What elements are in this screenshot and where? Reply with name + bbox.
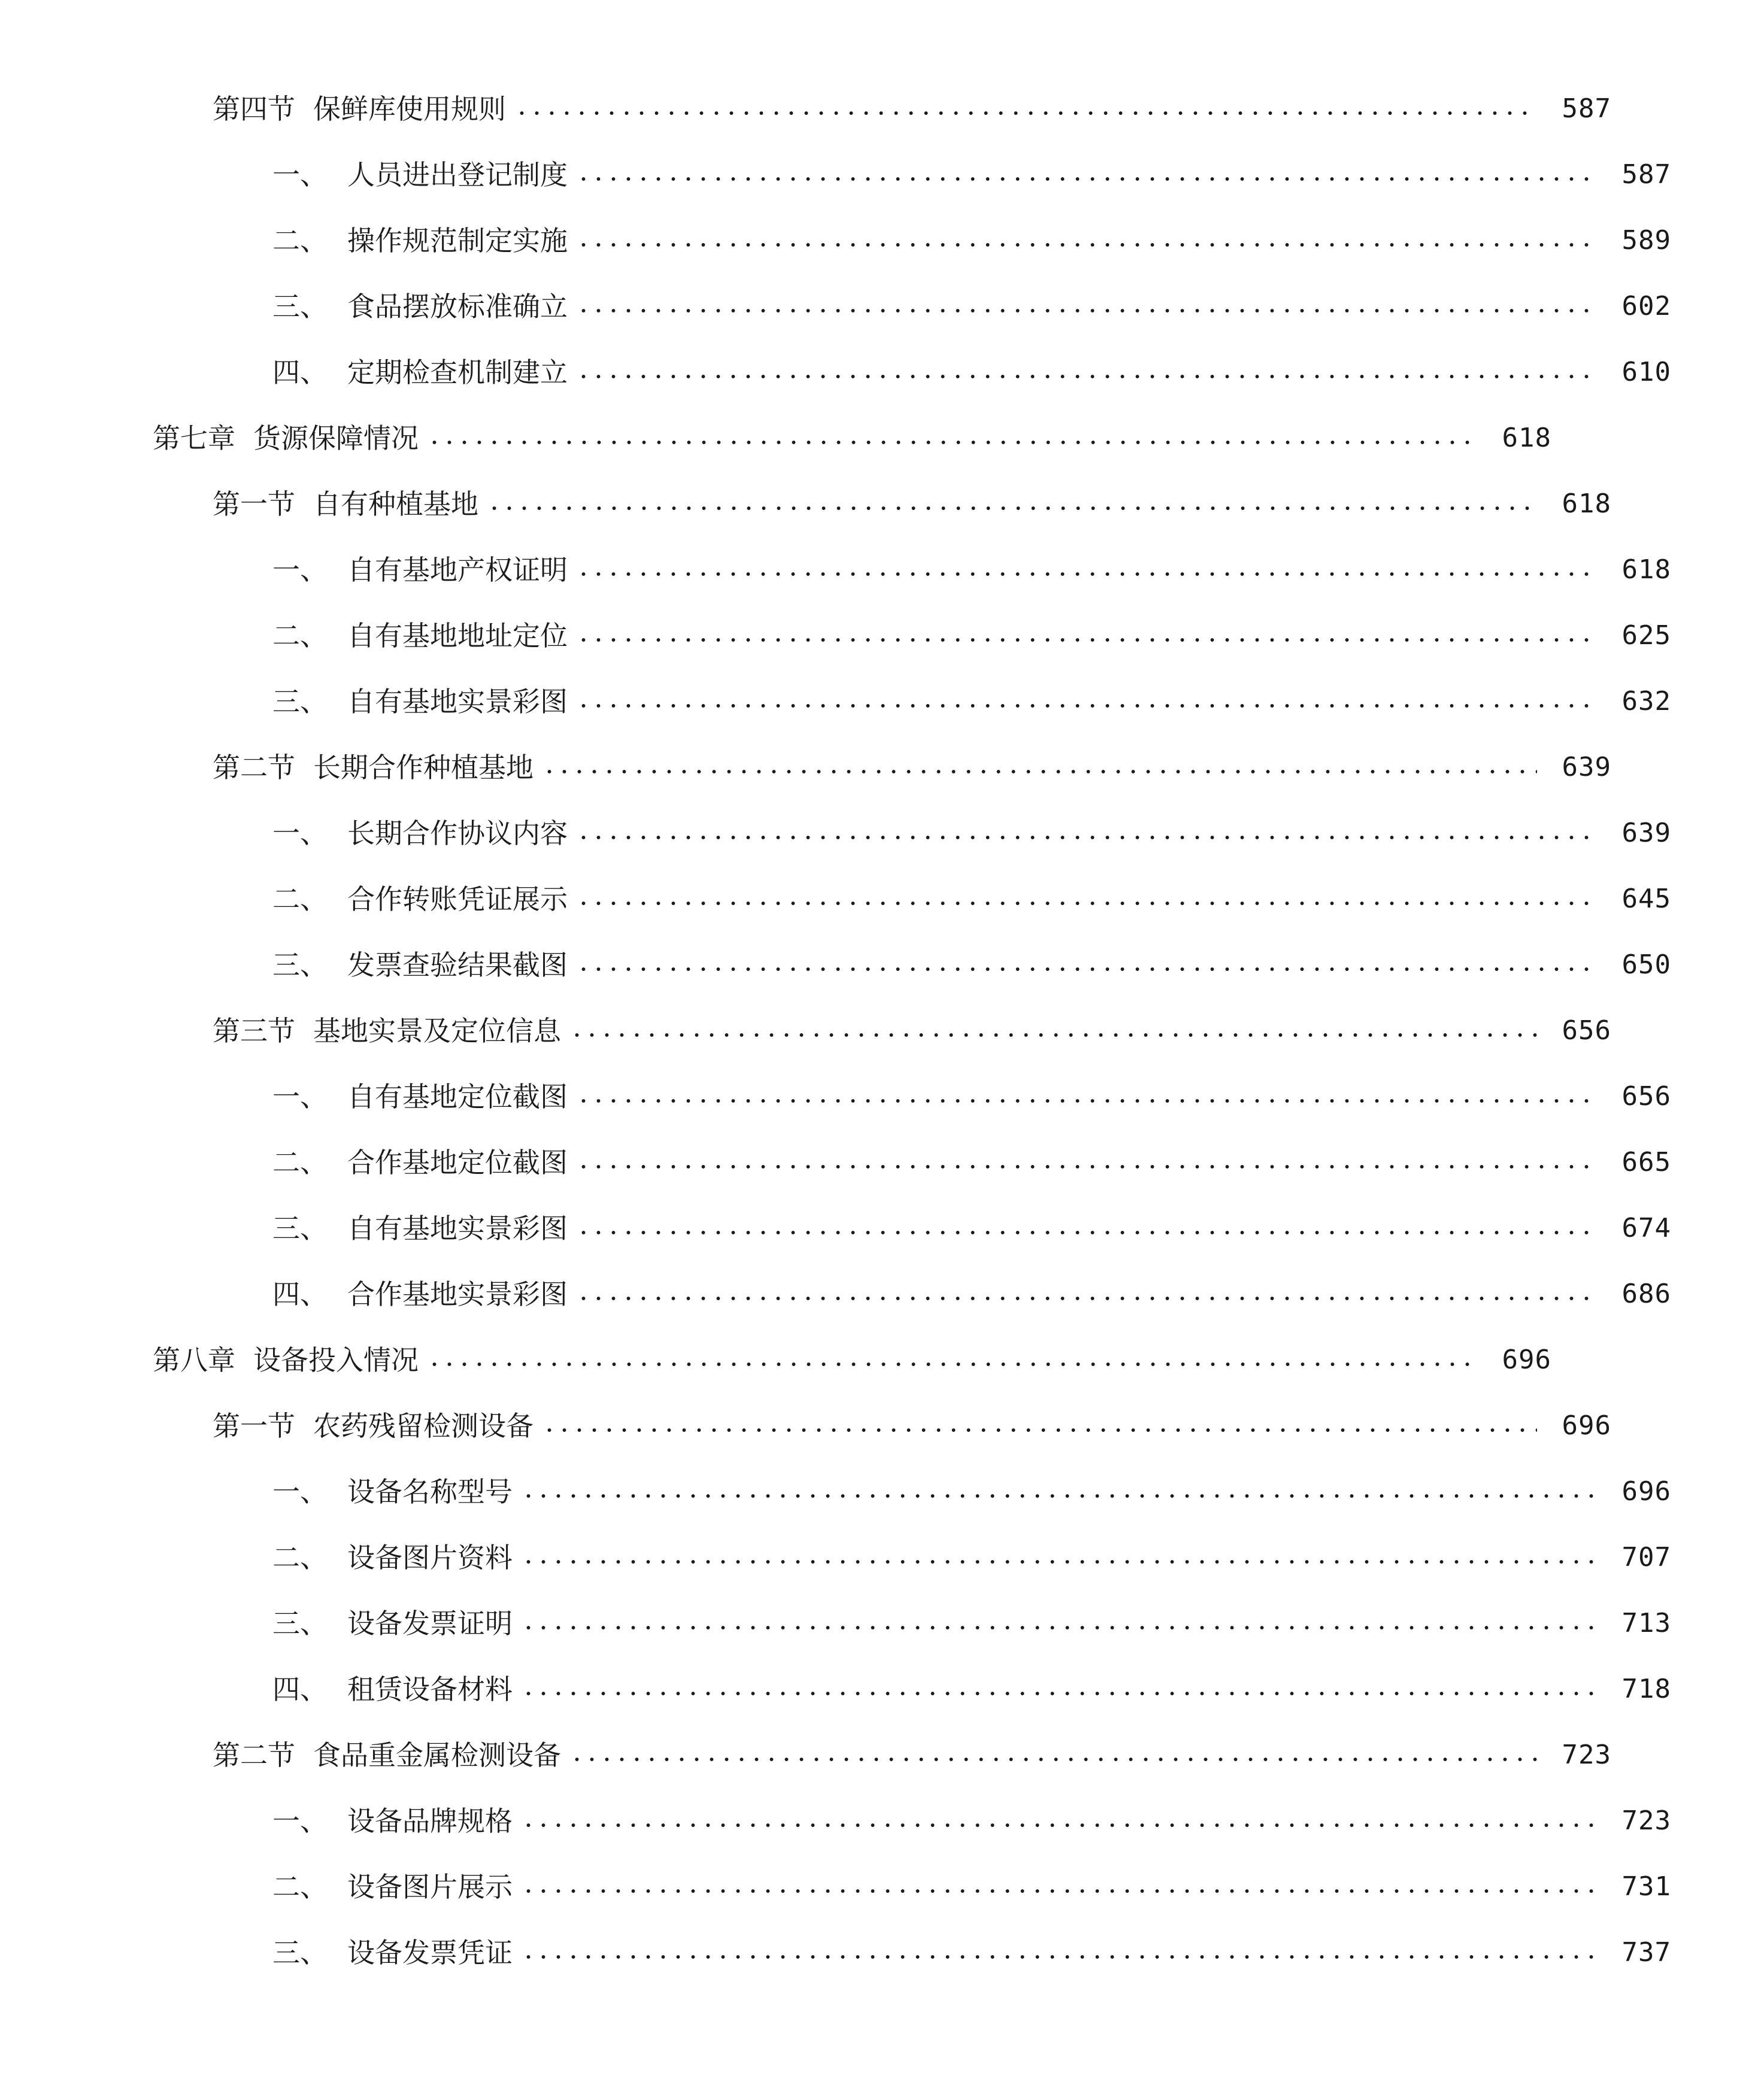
toc-entry-title: 自有基地实景彩图 — [347, 1212, 568, 1245]
toc-entry-number: 第一节 — [213, 1410, 295, 1442]
dot-leader — [569, 1756, 1537, 1762]
toc-entry-title: 合作基地定位截图 — [347, 1146, 568, 1179]
toc-entry-number: 第二节 — [213, 1739, 295, 1771]
dot-leader — [542, 1427, 1537, 1433]
toc-entry-page-number: 587 — [1621, 159, 1671, 190]
toc-entry-title: 人员进出登记制度 — [347, 159, 568, 191]
dot-leader — [521, 1954, 1597, 1960]
toc-entry-number: 四、 — [272, 1278, 328, 1310]
dot-leader — [521, 1691, 1597, 1697]
toc-entry-title: 设备发票凭证 — [347, 1937, 513, 1969]
toc-entry-title: 租赁设备材料 — [347, 1673, 513, 1706]
toc-entry[interactable] — [0, 744, 1698, 791]
toc-entry-title: 货源保障情况 — [253, 422, 419, 454]
toc-entry-page-number: 618 — [1621, 554, 1671, 585]
toc-entry-number: 三、 — [272, 290, 328, 323]
toc-entry[interactable] — [0, 1600, 1758, 1647]
toc-entry-title: 设备发票证明 — [347, 1607, 513, 1640]
toc-entry[interactable] — [0, 414, 1638, 462]
dot-leader — [521, 1625, 1597, 1631]
toc-entry[interactable] — [0, 217, 1758, 265]
toc-entry-title: 设备图片展示 — [347, 1871, 513, 1903]
toc-entry[interactable] — [0, 151, 1758, 199]
toc-entry-title: 设备投入情况 — [253, 1344, 419, 1376]
dot-leader — [569, 1032, 1537, 1038]
dot-leader — [576, 1230, 1597, 1236]
toc-entry-title: 合作转账凭证展示 — [347, 883, 568, 915]
toc-entry-number: 一、 — [272, 817, 328, 849]
toc-entry-number: 一、 — [272, 159, 328, 191]
dot-leader — [576, 1098, 1597, 1104]
dot-leader — [576, 176, 1597, 182]
toc-entry-title: 自有基地产权证明 — [347, 554, 568, 586]
toc-entry[interactable] — [0, 678, 1758, 726]
toc-entry-number: 第一节 — [213, 488, 295, 520]
toc-entry[interactable] — [0, 283, 1758, 330]
toc-entry-number: 二、 — [272, 883, 328, 915]
toc-entry[interactable] — [0, 85, 1698, 133]
toc-entry-page-number: 610 — [1621, 357, 1671, 387]
toc-entry[interactable] — [0, 1929, 1758, 1977]
toc-entry[interactable] — [0, 1336, 1638, 1384]
toc-entry-title: 食品摆放标准确立 — [347, 290, 568, 323]
toc-entry-number: 一、 — [272, 1476, 328, 1508]
toc-entry-title: 定期检查机制建立 — [347, 356, 568, 389]
toc-entry-number: 第三节 — [213, 1015, 295, 1047]
toc-entry-title: 发票查验结果截图 — [347, 949, 568, 981]
toc-entry-title: 自有种植基地 — [313, 488, 478, 520]
toc-entry-number: 第八章 — [153, 1344, 235, 1376]
toc-entry-title: 合作基地实景彩图 — [347, 1278, 568, 1310]
toc-entry-page-number: 632 — [1621, 686, 1671, 717]
toc-entry-title: 设备品牌规格 — [347, 1805, 513, 1837]
dot-leader — [576, 374, 1597, 380]
toc-entry-page-number: 731 — [1621, 1871, 1671, 1902]
toc-entry-title: 自有基地实景彩图 — [347, 685, 568, 718]
toc-entry-page-number: 718 — [1621, 1674, 1671, 1704]
toc-entry[interactable] — [0, 1731, 1698, 1779]
toc-entry-page-number: 656 — [1562, 1015, 1611, 1046]
toc-entry-page-number: 639 — [1562, 752, 1611, 782]
toc-entry-page-number: 645 — [1621, 884, 1671, 914]
toc-entry-page-number: 696 — [1621, 1476, 1671, 1507]
toc-entry-page-number: 723 — [1621, 1805, 1671, 1836]
dot-leader — [542, 769, 1537, 775]
dot-leader — [576, 703, 1597, 709]
toc-entry[interactable] — [0, 809, 1758, 857]
toc-entry[interactable] — [0, 941, 1758, 989]
toc-entry[interactable] — [0, 546, 1758, 594]
toc-entry-number: 三、 — [272, 1607, 328, 1640]
toc-entry-page-number: 602 — [1621, 291, 1671, 321]
toc-entry[interactable] — [0, 1139, 1758, 1186]
toc-entry-page-number: 696 — [1502, 1345, 1551, 1375]
dot-leader — [521, 1822, 1597, 1828]
toc-entry-number: 第二节 — [213, 751, 295, 784]
toc-entry-number: 三、 — [272, 685, 328, 718]
toc-entry[interactable] — [0, 1468, 1758, 1516]
toc-entry-page-number: 587 — [1562, 93, 1611, 124]
dot-leader — [576, 1295, 1597, 1301]
toc-entry-number: 二、 — [272, 620, 328, 652]
toc-entry-title: 保鲜库使用规则 — [313, 93, 506, 125]
toc-entry[interactable] — [0, 1534, 1758, 1582]
toc-entry-number: 第四节 — [213, 93, 295, 125]
toc-entry-title: 长期合作协议内容 — [347, 817, 568, 849]
toc-entry-number: 二、 — [272, 1541, 328, 1574]
toc-entry-number: 二、 — [272, 1871, 328, 1903]
toc-entry-title: 自有基地地址定位 — [347, 620, 568, 652]
toc-entry-number: 二、 — [272, 1146, 328, 1179]
toc-entry[interactable] — [0, 1073, 1758, 1121]
toc-entry[interactable] — [0, 1665, 1758, 1713]
toc-entry-page-number: 665 — [1621, 1147, 1671, 1178]
toc-entry-number: 三、 — [272, 949, 328, 981]
toc-entry-number: 一、 — [272, 554, 328, 586]
dot-leader — [576, 571, 1597, 577]
toc-entry-page-number: 713 — [1621, 1608, 1671, 1638]
dot-leader — [576, 900, 1597, 906]
toc-entry[interactable] — [0, 612, 1758, 660]
toc-entry-number: 第七章 — [153, 422, 235, 454]
dot-leader — [576, 834, 1597, 840]
toc-entry-title: 基地实景及定位信息 — [313, 1015, 561, 1047]
toc-entry-title: 长期合作种植基地 — [313, 751, 534, 784]
toc-entry-title: 农药残留检测设备 — [313, 1410, 534, 1442]
toc-entry-page-number: 737 — [1621, 1937, 1671, 1968]
dot-leader — [576, 966, 1597, 972]
toc-entry-page-number: 696 — [1562, 1410, 1611, 1441]
toc-entry[interactable] — [0, 875, 1758, 923]
toc-entry-page-number: 589 — [1621, 225, 1671, 256]
toc-entry[interactable] — [0, 480, 1698, 528]
toc-entry-title: 设备图片资料 — [347, 1541, 513, 1574]
toc-entry-title: 食品重金属检测设备 — [313, 1739, 561, 1771]
dot-leader — [427, 1361, 1477, 1367]
toc-entry-page-number: 625 — [1621, 620, 1671, 651]
toc-entry[interactable] — [0, 1270, 1758, 1318]
toc-entry-page-number: 723 — [1562, 1740, 1611, 1770]
toc-entry-title: 设备名称型号 — [347, 1476, 513, 1508]
toc-entry-number: 二、 — [272, 224, 328, 257]
toc-entry[interactable] — [0, 1797, 1758, 1845]
toc-entry-page-number: 656 — [1621, 1081, 1671, 1112]
toc-entry-page-number: 618 — [1562, 488, 1611, 519]
toc-entry-number: 四、 — [272, 1673, 328, 1706]
dot-leader — [487, 505, 1537, 511]
toc-entry[interactable] — [0, 1007, 1698, 1055]
dot-leader — [521, 1559, 1597, 1565]
toc-entry-page-number: 618 — [1502, 423, 1551, 453]
toc-entry-page-number: 650 — [1621, 949, 1671, 980]
toc-entry-page-number: 674 — [1621, 1213, 1671, 1243]
toc-entry-title: 操作规范制定实施 — [347, 224, 568, 257]
toc-entry[interactable] — [0, 1402, 1698, 1450]
toc-entry-number: 三、 — [272, 1212, 328, 1245]
toc-entry-page-number: 707 — [1621, 1542, 1671, 1573]
dot-leader — [576, 308, 1597, 314]
toc-entry-page-number: 686 — [1621, 1279, 1671, 1309]
dot-leader — [576, 242, 1597, 248]
toc-entry-page-number: 639 — [1621, 818, 1671, 848]
dot-leader — [576, 1164, 1597, 1170]
dot-leader — [427, 439, 1477, 445]
dot-leader — [514, 110, 1537, 116]
toc-entry[interactable] — [0, 348, 1758, 396]
toc-entry-number: 一、 — [272, 1081, 328, 1113]
toc-entry[interactable] — [0, 1863, 1758, 1911]
dot-leader — [521, 1888, 1597, 1894]
toc-entry-number: 四、 — [272, 356, 328, 389]
toc-entry-number: 一、 — [272, 1805, 328, 1837]
toc-entry-title: 自有基地定位截图 — [347, 1081, 568, 1113]
dot-leader — [576, 637, 1597, 643]
toc-entry[interactable] — [0, 1204, 1758, 1252]
toc-entry-number: 三、 — [272, 1937, 328, 1969]
dot-leader — [521, 1493, 1597, 1499]
